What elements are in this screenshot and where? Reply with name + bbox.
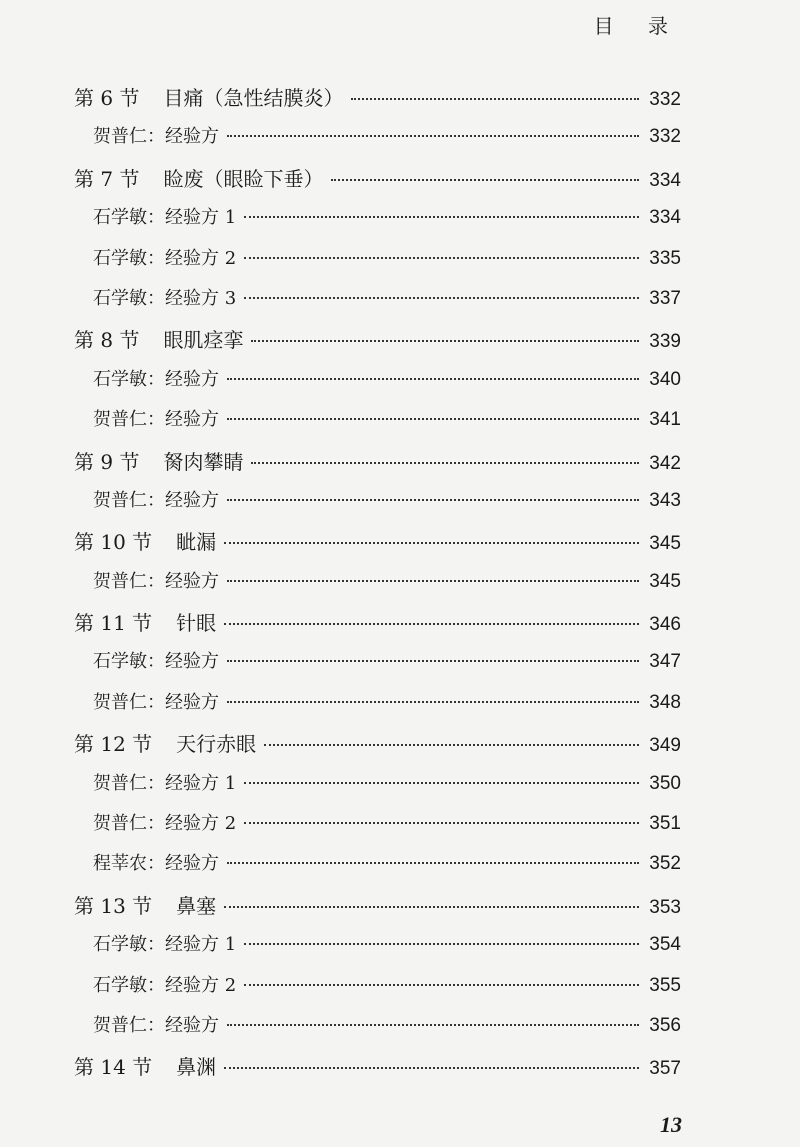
entry-title: 石学敏：经验方 1 [93,934,237,956]
dot-leader [251,340,639,342]
entry-page-number: 337 [649,287,681,309]
dot-leader [227,499,639,501]
toc-subentry[interactable] [0,284,800,324]
dot-leader [227,660,639,662]
entry-page-number: 355 [649,974,681,996]
toc-section-entry[interactable] [0,890,800,930]
entry-page-number: 342 [649,452,681,474]
entry-page-number: 341 [649,409,681,431]
section-number: 第 6 节 [74,86,140,110]
entry-title: 贺普仁：经验方 [93,126,219,148]
section-number: 第 12 节 [74,732,153,757]
dot-leader [227,135,639,137]
section-number: 第 9 节 [74,449,140,474]
entry-page-number: 354 [649,934,681,956]
entry-page-number: 339 [649,331,681,353]
toc-section-entry[interactable] [0,82,800,122]
entry-page-number: 349 [649,735,681,757]
entry-page-number: 350 [649,772,681,794]
dot-leader [227,1024,639,1026]
entry-page-number: 346 [649,614,681,636]
entry-title: 天行赤眼 [176,732,257,757]
entry-title: 贺普仁：经验方 2 [93,813,237,835]
entry-title: 眦漏 [176,530,217,555]
entry-title: 石学敏：经验方 2 [93,974,237,996]
entry-page-number: 345 [649,570,681,592]
entry-title: 贺普仁：经验方 [93,570,219,592]
dot-leader [244,984,639,986]
dot-leader [244,822,639,824]
toc-subentry[interactable] [0,971,800,1011]
toc-subentry[interactable] [0,203,800,243]
entry-title: 贺普仁：经验方 [93,691,219,713]
entry-page-number: 351 [649,813,681,835]
dot-leader [227,862,639,864]
dot-leader [224,1067,639,1069]
dot-leader [244,297,639,299]
toc-subentry[interactable] [0,122,800,162]
entry-title: 石学敏：经验方 3 [93,287,237,309]
toc-section-entry[interactable] [0,324,800,364]
dot-leader [244,257,639,259]
dot-leader [227,418,639,420]
entry-title: 鼻塞 [176,893,217,918]
toc-subentry[interactable] [0,849,800,889]
section-number: 第 10 节 [74,530,153,555]
section-number: 第 7 节 [74,166,140,191]
entry-page-number: 335 [649,247,681,269]
toc-section-entry[interactable] [0,1051,800,1091]
entry-page-number: 352 [649,853,681,875]
dot-leader [264,744,639,746]
entry-page-number: 353 [649,896,681,918]
dot-leader [244,782,639,784]
toc-section-entry[interactable] [0,446,800,486]
toc-subentry[interactable] [0,244,800,284]
toc-subentry[interactable] [0,930,800,970]
entry-title: 目痛（急性结膜炎） [163,86,344,110]
dot-leader [224,906,639,908]
entry-page-number: 347 [649,651,681,673]
dot-leader [331,179,639,181]
toc-section-entry[interactable] [0,728,800,768]
entry-page-number: 357 [649,1058,681,1080]
entry-title: 针眼 [176,611,217,636]
entry-title: 石学敏：经验方 [93,651,219,673]
dot-leader [227,701,639,703]
entry-title: 贺普仁：经验方 [93,489,219,511]
entry-title: 鼻渊 [176,1055,217,1080]
toc-subentry[interactable] [0,688,800,728]
toc-subentry[interactable] [0,769,800,809]
entry-title: 睑废（眼睑下垂） [163,166,324,191]
entry-page-number: 345 [649,533,681,555]
toc-subentry[interactable] [0,486,800,526]
entry-title: 石学敏：经验方 [93,368,219,390]
dot-leader [224,542,639,544]
entry-page-number: 348 [649,691,681,713]
dot-leader [351,98,639,100]
entry-page-number: 356 [649,1014,681,1036]
toc-subentry[interactable] [0,405,800,445]
entry-page-number: 332 [649,89,681,110]
entry-page-number: 334 [649,169,681,191]
entry-title: 胬肉攀睛 [163,449,244,474]
toc-section-entry[interactable] [0,163,800,203]
section-number: 第 14 节 [74,1055,153,1080]
dot-leader [227,580,639,582]
toc-subentry[interactable] [0,809,800,849]
section-number: 第 8 节 [74,328,140,353]
dot-leader [244,216,639,218]
toc-subentry[interactable] [0,567,800,607]
toc-section-entry[interactable] [0,607,800,647]
toc-section-entry[interactable] [0,526,800,566]
entry-title: 石学敏：经验方 1 [93,207,237,229]
entry-title: 贺普仁：经验方 [93,1014,219,1036]
entry-page-number: 340 [649,368,681,390]
entry-page-number: 334 [649,207,681,229]
dot-leader [224,623,639,625]
toc-subentry[interactable] [0,365,800,405]
toc-subentry[interactable] [0,647,800,687]
section-number: 第 13 节 [74,893,153,918]
entry-page-number: 332 [649,126,681,148]
toc-subentry[interactable] [0,1011,800,1051]
section-number: 第 11 节 [74,611,153,636]
running-header: 目 录 [593,14,682,38]
entry-title: 贺普仁：经验方 [93,409,219,431]
entry-page-number: 343 [649,489,681,511]
entry-title: 程莘农：经验方 [93,853,219,875]
page-number: 13 [660,1112,682,1137]
dot-leader [251,462,639,464]
entry-title: 贺普仁：经验方 1 [93,772,237,794]
entry-title: 石学敏：经验方 2 [93,247,237,269]
table-of-contents [0,82,800,1092]
dot-leader [244,943,639,945]
dot-leader [227,378,639,380]
entry-title: 眼肌痉挛 [163,328,244,353]
